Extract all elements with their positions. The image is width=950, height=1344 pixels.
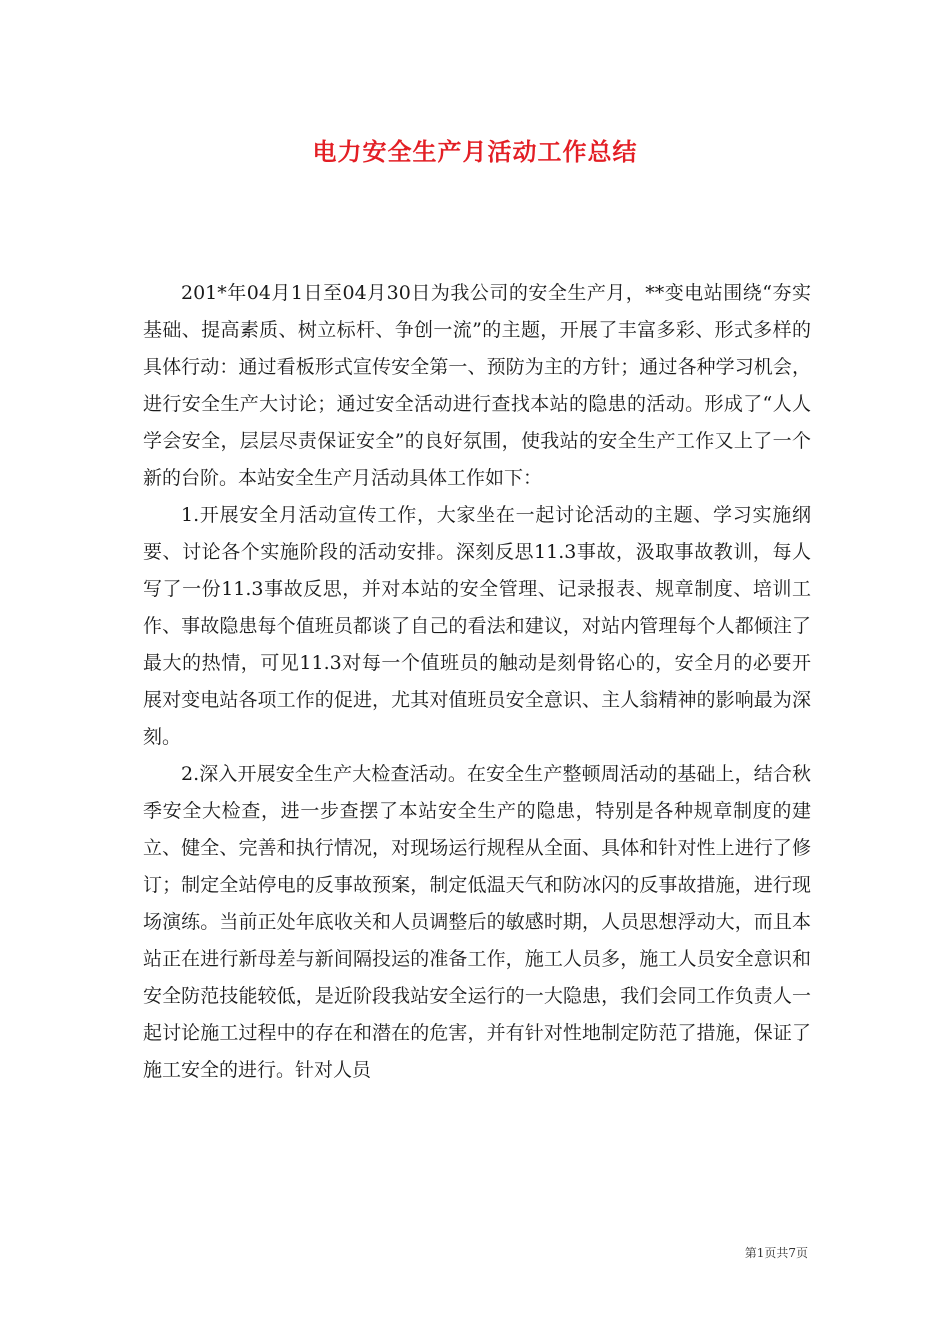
paragraph-item-2: 2.深入开展安全生产大检查活动。在安全生产整顿周活动的基础上，结合秋季安全大检查，进一步查摆了本站安全生产的隐患，特别是各种规章制度的建立、健全、完善和执行情况，对现场运行规程从全面、具体和针对性上进行了修订；制定全站停电的反事故预案，制定低温天气和防冰闪的反事故措施，进行现场演练。当前正处年底收关和人员调整后的敏感时期，人员思想浮动大，而且本站正在进行新母差与新间隔投运的准备工作，施工人员多，施工人员安全意识和安全防范技能较低，是近阶段我站安全运行的一大隐患，我们会同工作负责人一起讨论施工过程中的存在和潜在的危害，并有针对性地制定防范了措施，保证了施工安全的进行。针对人员 xyxy=(143,763,811,1081)
page-number: 第1页共7页 xyxy=(744,1246,808,1260)
paragraph-item-1: 1.开展安全月活动宣传工作，大家坐在一起讨论活动的主题、学习实施纲要、讨论各个实施阶段的活动安排。深刻反思11.3事故，汲取事故教训，每人写了一份11.3事故反思，并对本站的安全管理、记录报表、规章制度、培训工作、事故隐患每个值班员都谈了自己的看法和建议，对站内管理每个人都倾注了最大的热情，可见11.3对每一个值班员的触动是刻骨铭心的，安全月的必要开展对变电站各项工作的促进，尤其对值班员安全意识、主人翁精神的影响最为深刻。 xyxy=(143,504,811,748)
paragraph-intro: 201*年04月1日至04月30日为我公司的安全生产月，**变电站围绕“夯实基础、提高素质、树立标杆、争创一流”的主题，开展了丰富多彩、形式多样的具体行动：通过看板形式宣传安全第一、预防为主的方针；通过各种学习机会，进行安全生产大讨论；通过安全活动进行查找本站的隐患的活动。形成了“人人学会安全，层层尽责保证安全”的良好氛围，使我站的安全生产工作又上了一个新的台阶。本站安全生产月活动具体工作如下： xyxy=(143,282,811,489)
document-body xyxy=(143,275,811,1089)
document-title: 电力安全生产月活动工作总结 xyxy=(312,137,638,166)
